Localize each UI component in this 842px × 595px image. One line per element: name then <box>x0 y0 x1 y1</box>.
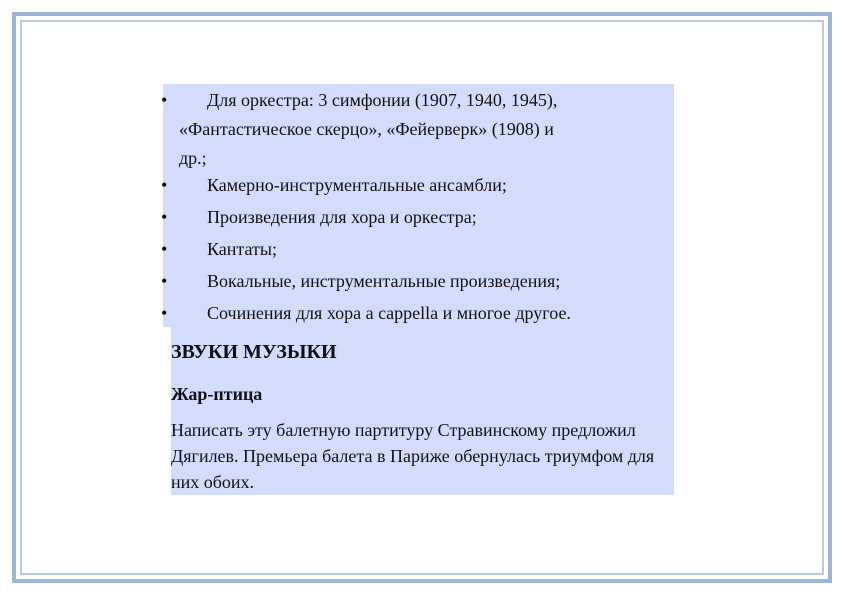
list-item-line: др.; <box>179 148 207 168</box>
list-item-text: Вокальные, инструментальные произведения; <box>207 271 561 291</box>
list-item-text: Сочинения для хора a cappella и многое другое. <box>207 303 571 323</box>
list-item-line: «Фантастическое скерцо», «Фейерверк» (1908) и <box>179 119 554 139</box>
bullet-icon: • <box>161 207 168 227</box>
list-item-text: Камерно-инструментальные ансамбли; <box>207 175 507 195</box>
bullet-icon: • <box>161 271 168 291</box>
section-paragraph: Написать эту балетную партитуру Стравинскому предложил Дягилев. Премьера балета в Париже обернулась триумфом для них обоих. <box>171 420 655 492</box>
bullet-icon: • <box>161 239 168 259</box>
list-item-line: Для оркестра: 3 симфонии (1907, 1940, 1945), <box>207 90 558 110</box>
bullet-icon: • <box>161 90 168 110</box>
section-heading: ЗВУКИ МУЗЫКИ <box>171 341 337 363</box>
bullet-icon: • <box>161 303 168 323</box>
firebird-section <box>171 327 674 495</box>
bullet-icon: • <box>161 175 168 195</box>
works-list-block <box>163 84 674 327</box>
list-item-text: Произведения для хора и оркестра; <box>207 207 477 227</box>
list-item-text: Кантаты; <box>207 239 277 259</box>
section-subheading: Жар-птица <box>171 384 263 404</box>
